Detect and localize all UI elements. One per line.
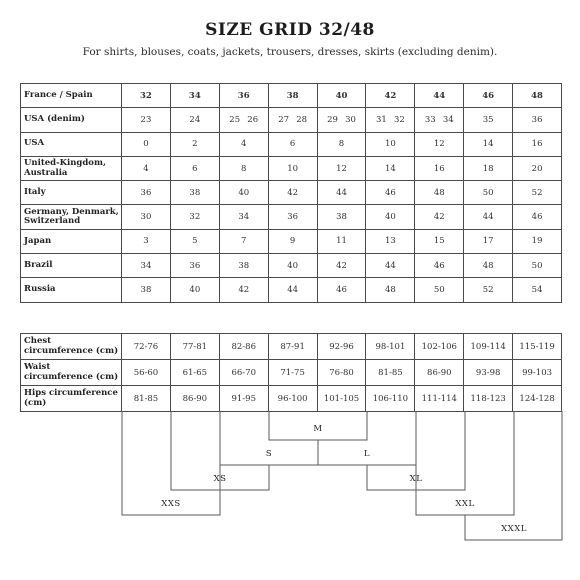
split-value: 27 — [278, 114, 290, 125]
table-cell: 18 — [464, 156, 513, 180]
table-cell: 24 — [170, 108, 219, 132]
table-cell: 12 — [415, 132, 464, 156]
bracket-s-l — [220, 411, 416, 465]
table-cell: 86-90 — [170, 386, 219, 412]
table-cell: 5 — [170, 229, 219, 253]
table-row — [21, 334, 562, 360]
split-value: 26 — [247, 114, 259, 125]
size-header-cell: 34 — [170, 84, 219, 108]
bracket-xxxl — [465, 411, 562, 540]
table-cell — [366, 108, 415, 132]
table-row — [21, 132, 562, 156]
table-row — [21, 278, 562, 302]
table-cell: 124-128 — [513, 386, 562, 412]
split-value: 32 — [393, 114, 405, 125]
table-cell — [415, 108, 464, 132]
split-value: 34 — [442, 114, 454, 125]
table-cell: 52 — [464, 278, 513, 302]
size-header-cell: 46 — [464, 84, 513, 108]
table-cell: 56-60 — [122, 360, 171, 386]
table-cell: 44 — [268, 278, 317, 302]
table-cell: 16 — [415, 156, 464, 180]
table-cell: 40 — [366, 205, 415, 229]
table-cell: 3 — [122, 229, 171, 253]
table-cell: 71-75 — [268, 360, 317, 386]
table-cell: 46 — [366, 181, 415, 205]
row-label: France / Spain — [21, 84, 122, 108]
table-header-row — [21, 84, 562, 108]
table-row — [21, 181, 562, 205]
body-measurements-table — [20, 333, 562, 412]
table-cell: 81-85 — [366, 360, 415, 386]
table-cell: 48 — [464, 254, 513, 278]
table-cell: 13 — [366, 229, 415, 253]
size-label-xxs: XXS — [161, 499, 181, 509]
row-label: Japan — [21, 229, 122, 253]
table-cell: 44 — [366, 254, 415, 278]
row-label: Waist circumference (cm) — [21, 360, 122, 386]
size-header-cell: 40 — [317, 84, 366, 108]
size-label-xxxl: XXXL — [501, 524, 527, 534]
table-cell: 77-81 — [170, 334, 219, 360]
size-label-l: L — [363, 449, 371, 459]
row-label: Hips circumference (cm) — [21, 386, 122, 412]
size-label-xl: XL — [409, 474, 423, 484]
table-row — [21, 108, 562, 132]
row-label: Brazil — [21, 254, 122, 278]
table-cell: 6 — [268, 132, 317, 156]
table-cell: 14 — [366, 156, 415, 180]
size-header-cell: 48 — [513, 84, 562, 108]
table-cell: 36 — [513, 108, 562, 132]
table-cell: 66-70 — [219, 360, 268, 386]
page-title: SIZE GRID 32/48 — [205, 20, 375, 40]
table-cell: 38 — [219, 254, 268, 278]
table-cell: 8 — [317, 132, 366, 156]
table-cell: 40 — [219, 181, 268, 205]
table-cell: 42 — [317, 254, 366, 278]
table-cell: 44 — [317, 181, 366, 205]
table-cell: 14 — [464, 132, 513, 156]
size-label-xxl: XXL — [455, 499, 475, 509]
table-cell: 50 — [464, 181, 513, 205]
table-cell: 61-65 — [170, 360, 219, 386]
table-cell: 99-103 — [513, 360, 562, 386]
split-value: 31 — [375, 114, 387, 125]
table-cell: 46 — [415, 254, 464, 278]
size-conversion-table — [20, 83, 562, 303]
size-header-cell: 36 — [219, 84, 268, 108]
split-value: 25 — [229, 114, 241, 125]
table-cell: 115-119 — [513, 334, 562, 360]
table-cell: 32 — [170, 205, 219, 229]
table-cell: 93-98 — [464, 360, 513, 386]
table-cell: 15 — [415, 229, 464, 253]
table-cell: 42 — [219, 278, 268, 302]
table-cell: 44 — [464, 205, 513, 229]
table-cell: 96-100 — [268, 386, 317, 412]
size-label-m: M — [313, 424, 323, 434]
size-header-cell: 44 — [415, 84, 464, 108]
table-cell: 50 — [513, 254, 562, 278]
table-row — [21, 205, 562, 229]
table-cell — [219, 108, 268, 132]
table-row — [21, 254, 562, 278]
row-label: United-Kingdom, Australia — [21, 156, 122, 180]
table-row — [21, 156, 562, 180]
table-cell: 40 — [268, 254, 317, 278]
table-cell: 91-95 — [219, 386, 268, 412]
split-value: 30 — [345, 114, 356, 125]
table-cell: 11 — [317, 229, 366, 253]
table-cell: 16 — [513, 132, 562, 156]
table-cell: 40 — [170, 278, 219, 302]
table-cell: 82-86 — [219, 334, 268, 360]
table-cell: 23 — [122, 108, 171, 132]
table-cell: 106-110 — [366, 386, 415, 412]
table-cell: 20 — [513, 156, 562, 180]
table-cell: 10 — [268, 156, 317, 180]
table-cell: 87-91 — [268, 334, 317, 360]
split-value: 29 — [327, 114, 338, 125]
size-header-cell: 32 — [122, 84, 171, 108]
table-cell: 98-101 — [366, 334, 415, 360]
table-row — [21, 360, 562, 386]
table-cell: 2 — [170, 132, 219, 156]
row-label: Russia — [21, 278, 122, 302]
table-cell: 109-114 — [464, 334, 513, 360]
table-cell: 54 — [513, 278, 562, 302]
table-cell: 12 — [317, 156, 366, 180]
table-cell: 9 — [268, 229, 317, 253]
row-label: Italy — [21, 181, 122, 205]
row-label: Chest circumference (cm) — [21, 334, 122, 360]
table-cell: 76-80 — [317, 360, 366, 386]
table-cell: 38 — [317, 205, 366, 229]
table-row — [21, 386, 562, 412]
table-cell: 46 — [317, 278, 366, 302]
table-cell: 118-123 — [464, 386, 513, 412]
size-header-cell: 42 — [366, 84, 415, 108]
split-value: 33 — [424, 114, 436, 125]
table-cell: 6 — [170, 156, 219, 180]
table-cell: 86-90 — [415, 360, 464, 386]
table-cell: 42 — [268, 181, 317, 205]
table-cell: 38 — [170, 181, 219, 205]
table-cell: 42 — [415, 205, 464, 229]
table-cell: 10 — [366, 132, 415, 156]
table-cell: 52 — [513, 181, 562, 205]
table-cell: 4 — [122, 156, 171, 180]
size-label-xs: XS — [213, 474, 227, 484]
table-cell: 34 — [122, 254, 171, 278]
table-cell: 50 — [415, 278, 464, 302]
table-cell: 35 — [464, 108, 513, 132]
table-cell — [317, 108, 366, 132]
table-cell: 4 — [219, 132, 268, 156]
row-label: Germany, Denmark, Switzerland — [21, 205, 122, 229]
table-cell: 72-76 — [122, 334, 171, 360]
table-row — [21, 229, 562, 253]
table-cell: 48 — [415, 181, 464, 205]
table-cell: 81-85 — [122, 386, 171, 412]
page-subtitle: For shirts, blouses, coats, jackets, trousers, dresses, skirts (excluding denim). — [82, 46, 498, 58]
table-cell: 36 — [268, 205, 317, 229]
size-header-cell: 38 — [268, 84, 317, 108]
table-cell: 36 — [170, 254, 219, 278]
table-cell: 38 — [122, 278, 171, 302]
table-cell: 30 — [122, 205, 171, 229]
table-cell: 102-106 — [415, 334, 464, 360]
table-cell: 17 — [464, 229, 513, 253]
table-cell: 36 — [122, 181, 171, 205]
table-cell: 8 — [219, 156, 268, 180]
table-cell: 92-96 — [317, 334, 366, 360]
split-value: 28 — [296, 114, 308, 125]
row-label: USA (denim) — [21, 108, 122, 132]
table-cell: 46 — [513, 205, 562, 229]
table-cell: 34 — [219, 205, 268, 229]
table-cell: 48 — [366, 278, 415, 302]
size-label-s: S — [265, 449, 273, 459]
table-cell — [268, 108, 317, 132]
table-cell: 19 — [513, 229, 562, 253]
table-cell: 101-105 — [317, 386, 366, 412]
table-cell: 7 — [219, 229, 268, 253]
table-cell: 111-114 — [415, 386, 464, 412]
row-label: USA — [21, 132, 122, 156]
table-cell: 0 — [122, 132, 171, 156]
